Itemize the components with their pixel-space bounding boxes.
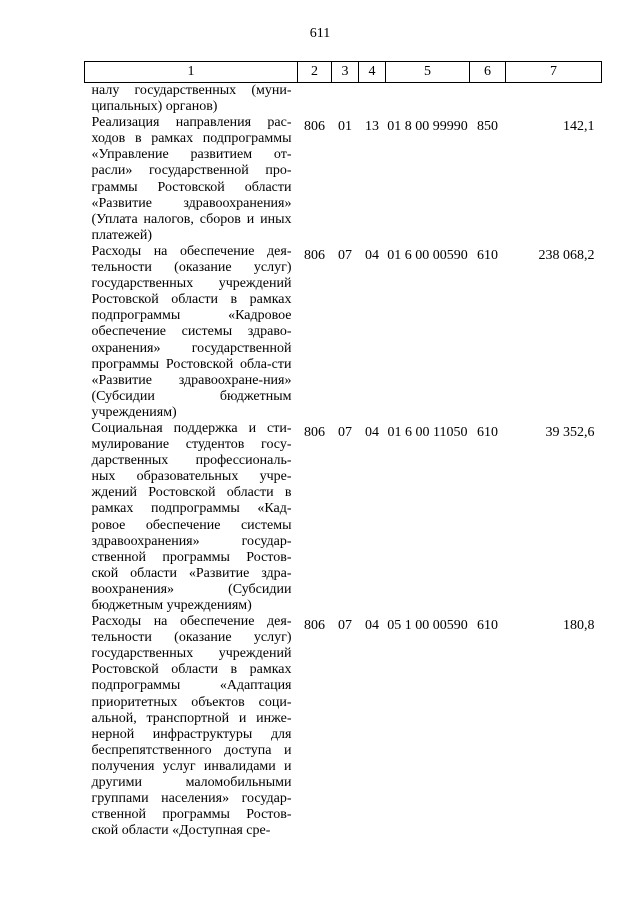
row-ministry: 806 [304, 424, 325, 440]
row-subsection: 04 [365, 424, 379, 440]
row-target: 01 8 00 99990 [387, 119, 468, 135]
header-row [85, 62, 602, 83]
row-subsection: 04 [365, 618, 379, 634]
header-col-4: 4 [359, 62, 386, 83]
row-type: 610 [477, 247, 498, 263]
page-number: 611 [309, 26, 331, 41]
row-ministry: 806 [304, 119, 325, 135]
table-row [85, 115, 602, 244]
table-row-continuation [85, 83, 602, 116]
header-col-3: 3 [332, 62, 359, 83]
row-ministry: 806 [304, 618, 325, 634]
row-section: 01 [338, 119, 352, 135]
continuation-text: налу государственных (муни-ципальных) органов) [91, 83, 292, 115]
row-target: 01 6 00 11050 [387, 424, 468, 440]
row-section: 07 [338, 618, 352, 634]
row-description: Социальная поддержка и сти-мулирование студентов госу-дарственных профессиональ-ных образовательных учре-ждений Ростовской области в рамках подпрограммы «Кад-ровое обеспечение системы здравоохранения» государ-ственной программы Ростов-ской области «Развитие здра-воохранения» (Субсидии бюджетным учреждениям) [91, 420, 292, 613]
header-col-6: 6 [470, 62, 506, 83]
row-description: Расходы на обеспечение дея-тельности (оказание услуг) государственных учреждений Ростовской области в рамках подпрограммы «Кадровое обеспечение системы здраво-охранения» государственной программы Ростовской обла-сти «Развитие здравоохране-ния» (Субсидии бюджетным учреждениям) [91, 243, 292, 420]
row-amount: 39 352,6 [545, 424, 595, 440]
row-description: Расходы на обеспечение дея-тельности (оказание услуг) государственных учреждений Ростовской области в рамках подпрограммы «Адаптация приоритетных объектов соци-альной, транспортной и инже-нерной инфраструктуры для беспрепятственного доступа и получения услуг инвалидами и другими маломобильными группами населения» государ-ственной программы Ростов-ской области «Доступная сре- [91, 614, 292, 839]
row-type: 610 [477, 424, 498, 440]
row-type: 850 [477, 119, 498, 135]
header-col-2: 2 [298, 62, 332, 83]
header-col-1: 1 [85, 62, 298, 83]
row-description: Реализация направления рас-ходов в рамках подпрограммы «Управление развитием от-расли» государственной про-граммы Ростовской области «Развитие здравоохранения» (Уплата налогов, сборов и иных платежей) [91, 115, 292, 243]
row-amount: 180,8 [563, 618, 595, 634]
row-ministry: 806 [304, 247, 325, 263]
budget-table [84, 61, 602, 839]
table-row [85, 614, 602, 839]
row-target: 05 1 00 00590 [387, 618, 468, 634]
header-col-7: 7 [506, 62, 602, 83]
row-type: 610 [477, 618, 498, 634]
row-target: 01 6 00 00590 [387, 247, 468, 263]
row-amount: 142,1 [563, 119, 595, 135]
table-row [85, 421, 602, 614]
row-section: 07 [338, 247, 352, 263]
header-col-5: 5 [386, 62, 470, 83]
row-subsection: 04 [365, 247, 379, 263]
row-subsection: 13 [365, 119, 379, 135]
table-row [85, 244, 602, 421]
row-amount: 238 068,2 [538, 247, 595, 263]
row-section: 07 [338, 424, 352, 440]
